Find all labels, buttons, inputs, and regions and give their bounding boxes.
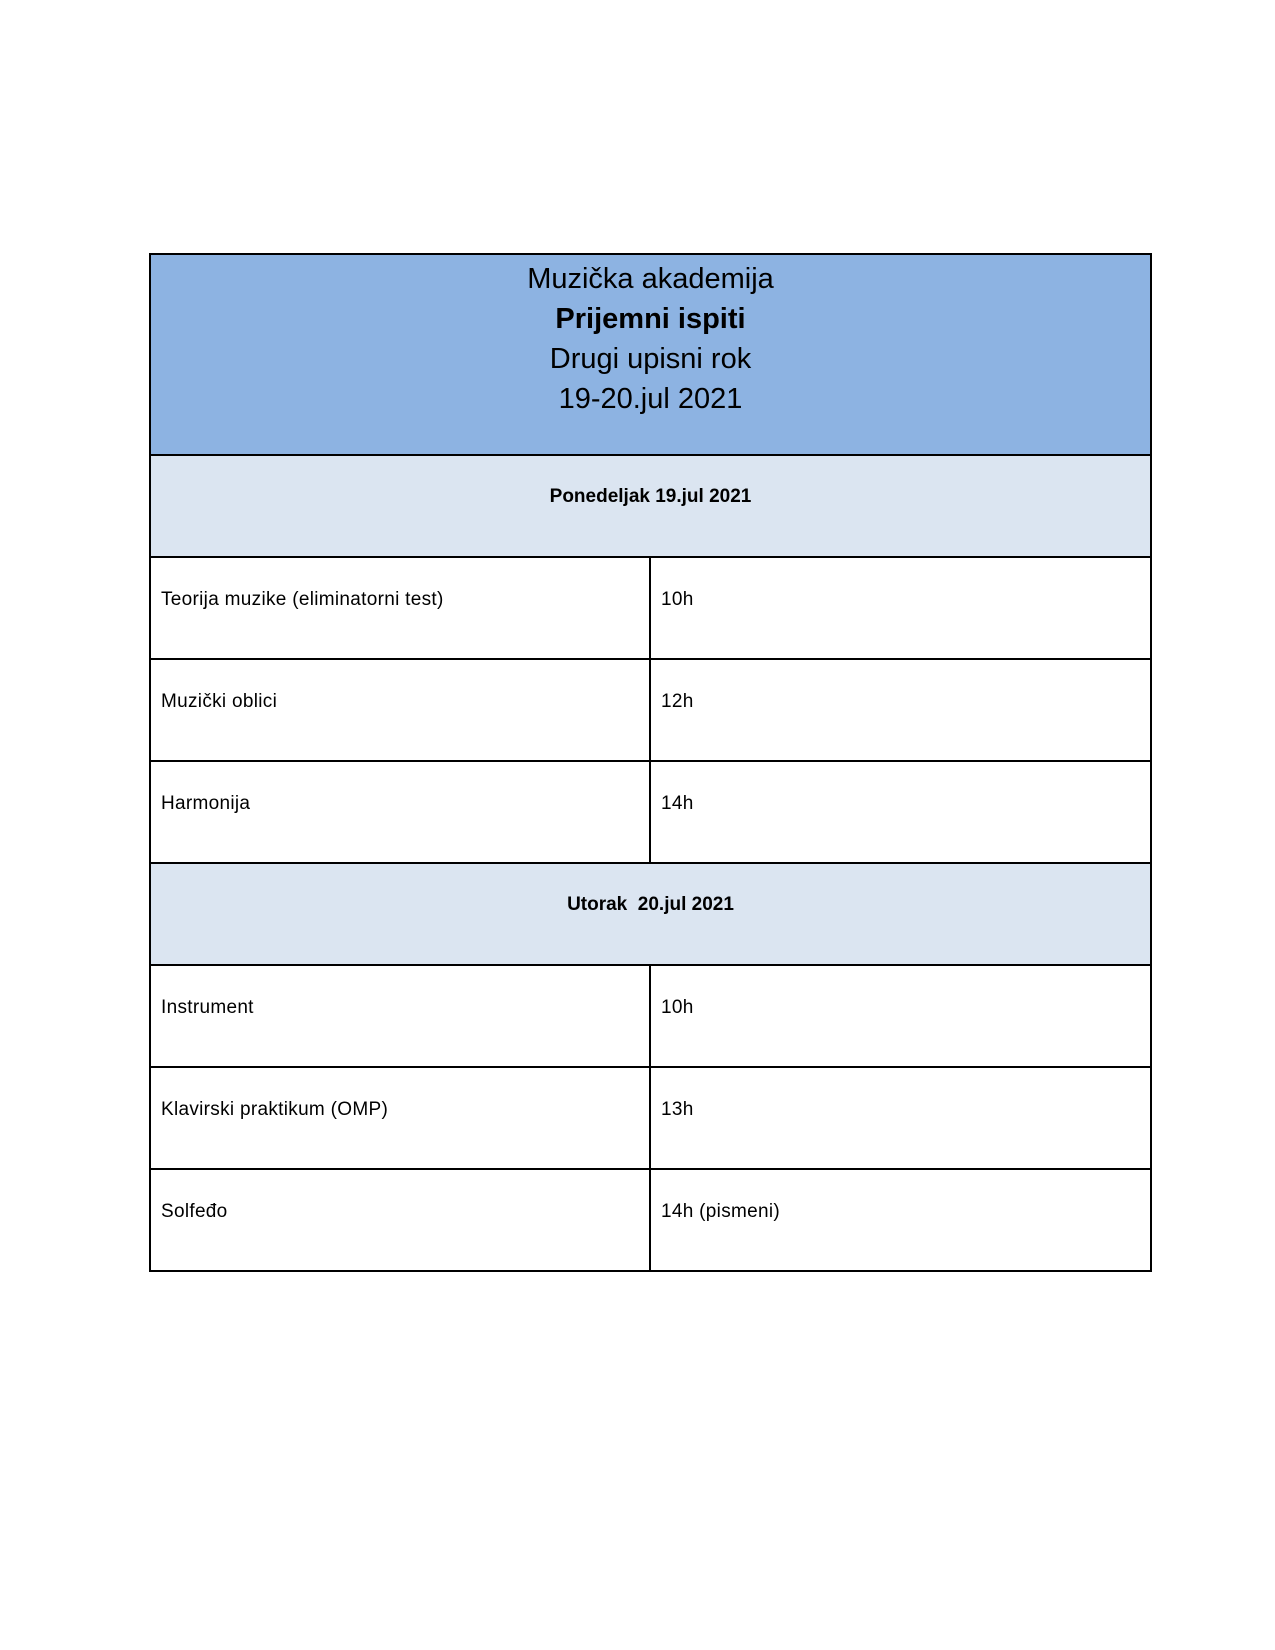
time-cell: 10h [650,965,1151,1067]
table-row [150,557,1151,659]
exam-schedule-table [149,253,1152,1272]
time-cell: 12h [650,659,1151,761]
table-row [150,1067,1151,1169]
document-title: Prijemni ispiti [555,303,746,335]
day-header-row [150,455,1151,557]
time-cell: 10h [650,557,1151,659]
table-row [150,965,1151,1067]
subject-cell: Harmonija [150,761,650,863]
subject-cell: Instrument [150,965,650,1067]
institution-name: Muzička akademija [527,263,774,295]
enrollment-period: Drugi upisni rok [549,343,752,375]
day-header-tuesday: Utorak 20.jul 2021 [150,863,1151,965]
time-cell: 14h (pismeni) [650,1169,1151,1271]
subject-cell: Muzički oblici [150,659,650,761]
subject-cell: Solfeđo [150,1169,650,1271]
date-range: 19-20.jul 2021 [558,383,743,415]
title-cell [150,254,1151,455]
subject-cell: Teorija muzike (eliminatorni test) [150,557,650,659]
table-row [150,1169,1151,1271]
table-row [150,659,1151,761]
time-cell: 13h [650,1067,1151,1169]
table-row [150,761,1151,863]
title-row [150,254,1151,455]
subject-cell: Klavirski praktikum (OMP) [150,1067,650,1169]
time-cell: 14h [650,761,1151,863]
day-header-row [150,863,1151,965]
day-header-monday: Ponedeljak 19.jul 2021 [150,455,1151,557]
